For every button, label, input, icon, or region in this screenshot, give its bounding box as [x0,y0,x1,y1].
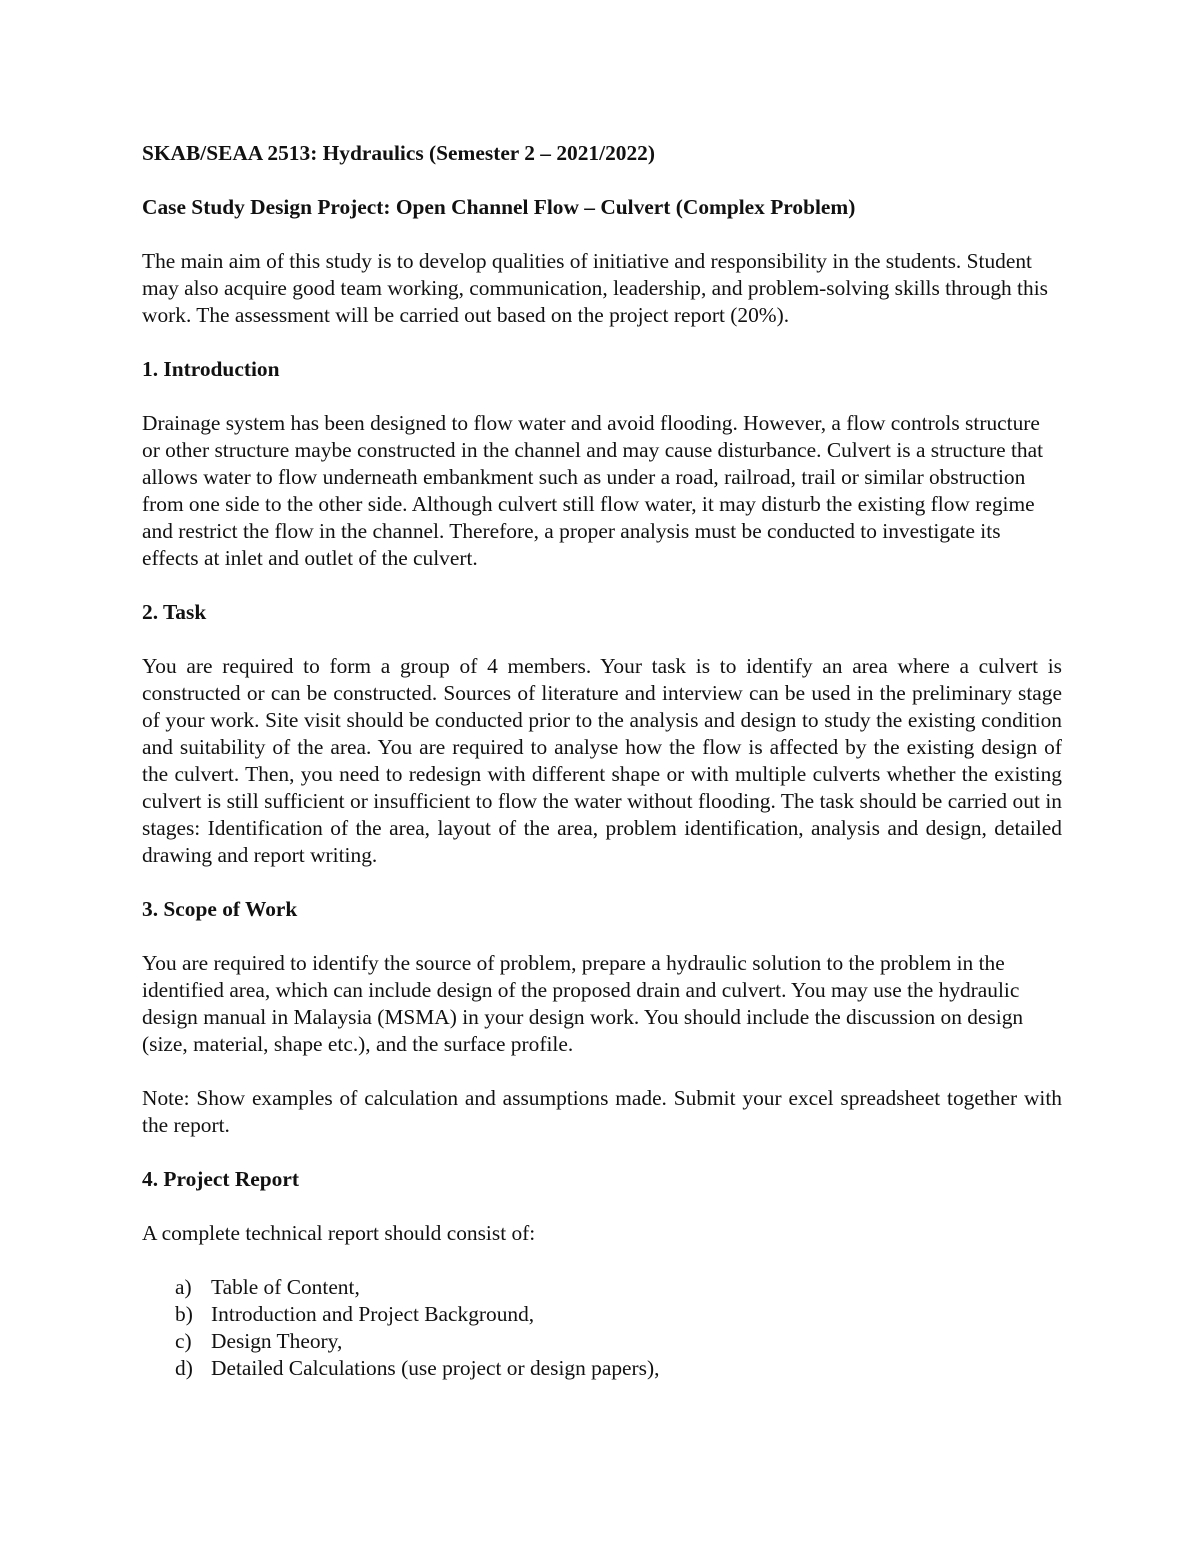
list-item [142,1355,1062,1382]
report-heading: 4. Project Report [142,1167,299,1191]
report-contents-list [142,1274,1062,1382]
list-item-text: Introduction and Project Background, [211,1302,535,1326]
task-heading: 2. Task [142,600,207,624]
list-item [142,1328,1062,1355]
list-item-marker: c) [175,1329,192,1353]
project-title: Case Study Design Project: Open Channel Flow – Culvert (Complex Problem) [142,195,856,219]
report-intro: A complete technical report should consist of: [142,1221,536,1245]
list-item-text: Detailed Calculations (use project or design papers), [211,1356,660,1380]
list-item-marker: b) [175,1302,193,1326]
list-item-marker: d) [175,1356,193,1380]
list-item-text: Table of Content, [211,1275,360,1299]
list-item [142,1274,1062,1301]
introduction-heading: 1. Introduction [142,357,280,381]
scope-note: Note: Show examples of calculation and assumptions made. Submit your excel spreadsheet together with the report. [142,1086,1062,1137]
task-body: You are required to form a group of 4 members. Your task is to identify an area where a culvert is constructed or can be constructed. Sources of literature and interview can be used in the preliminary stage of your work. Site visit should be conducted prior to the analysis and design to study the existing condition and suitability of the area. You are required to analyse how the flow is affected by the existing design of the culvert. Then, you need to redesign with different shape or with multiple culverts whether the existing culvert is still sufficient or insufficient to flow the water without flooding. The task should be carried out in stages: Identification of the area, layout of the area, problem identification, analysis and design, detailed drawing and report writing. [142,654,1062,867]
list-item-marker: a) [175,1275,192,1299]
aim-paragraph: The main aim of this study is to develop qualities of initiative and responsibility in the students. Student may also acquire good team working, communication, leadership, and problem-solving skills through this work. The assessment will be carried out based on the project report (20%). [142,249,1048,327]
document-page [142,140,1062,1382]
list-item [142,1301,1062,1328]
list-item-text: Design Theory, [211,1329,343,1353]
course-title: SKAB/SEAA 2513: Hydraulics (Semester 2 – 2021/2022) [142,141,655,165]
introduction-body: Drainage system has been designed to flow water and avoid flooding. However, a flow controls structure or other structure maybe constructed in the channel and may cause disturbance. Culvert is a structure that allows water to flow underneath embankment such as under a road, railroad, trail or similar obstruction from one side to the other side. Although culvert still flow water, it may disturb the existing flow regime and restrict the flow in the channel. Therefore, a proper analysis must be conducted to investigate its effects at inlet and outlet of the culvert. [142,411,1044,570]
scope-heading: 3. Scope of Work [142,897,298,921]
scope-body: You are required to identify the source of problem, prepare a hydraulic solution to the problem in the identified area, which can include design of the proposed drain and culvert. You may use the hydraulic design manual in Malaysia (MSMA) in your design work. You should include the discussion on design (size, material, shape etc.), and the surface profile. [142,951,1024,1056]
